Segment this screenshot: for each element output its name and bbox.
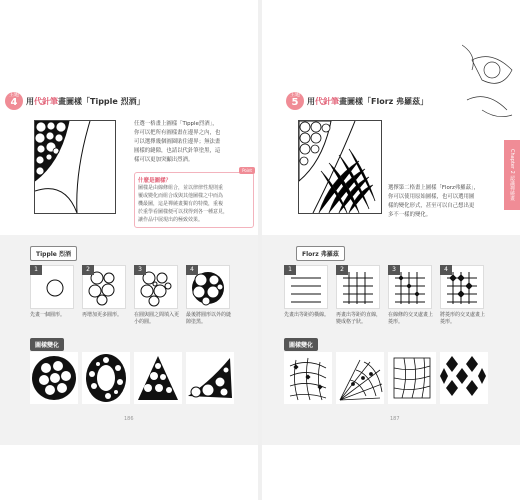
point-tag: Point xyxy=(239,167,255,174)
step-caption: 先畫一個圓形。 xyxy=(30,312,66,318)
left-page xyxy=(0,0,258,500)
note-line: 機最圖，這是禪繞畫獨有的特徵，重複 xyxy=(138,201,224,207)
topic-badge xyxy=(5,92,23,110)
step-caption: 先畫出等距的橫線。 xyxy=(284,312,330,318)
step-caption: 再增加更多圓形。 xyxy=(82,312,123,318)
page-title xyxy=(26,96,145,107)
step-number: 2 xyxy=(82,265,94,275)
step-number: 2 xyxy=(336,265,348,275)
body-text xyxy=(134,120,254,165)
variation-tile-1 xyxy=(30,352,78,404)
body-line: 選擇第二格畫上圖樣「Florz弗羅茲」， xyxy=(388,185,480,191)
step-caption: 最後將圓形以外的縫隙塗黑。 xyxy=(186,312,232,325)
body-line: 任選一格畫上圖樣「Tipple烈酒」， xyxy=(134,121,218,127)
decorative-doodle xyxy=(462,40,520,130)
step-caption: 再畫出等距的直線，變成格子狀。 xyxy=(336,312,382,325)
variation-tile-4 xyxy=(440,352,488,404)
step-caption: 在線條的交叉處畫上菱形。 xyxy=(388,312,434,325)
variation-tile-2 xyxy=(82,352,130,404)
body-line: 多不一樣的變化。 xyxy=(388,212,432,218)
step-caption: 將菱形的交叉處畫上菱形。 xyxy=(440,312,486,325)
florz-main-tile xyxy=(298,120,382,214)
note-line: 圖樣是由線條組合，並以律律性規則重 xyxy=(138,185,224,191)
note-line: 讓作品中展現出的極致效果。 xyxy=(138,217,204,223)
body-line: 你可以使用原始圖樣，也可以選用圖 xyxy=(388,194,475,200)
variation-tile-3 xyxy=(388,352,436,404)
variation-label: 圖樣變化 xyxy=(30,338,64,351)
badge-label: 主題 xyxy=(8,92,19,98)
step-number: 3 xyxy=(134,265,146,275)
step-number: 1 xyxy=(284,265,296,275)
page-number: 186 xyxy=(124,416,134,422)
variation-tile-3 xyxy=(134,352,182,404)
title-prefix: 用 xyxy=(307,97,315,106)
badge-number: 5 xyxy=(291,97,299,108)
section-label-florz: Florz 弗羅茲 xyxy=(296,246,345,261)
note-heading: 什麼是圖樣？ xyxy=(138,178,172,184)
tipple-main-tile xyxy=(34,120,116,214)
body-line: 可以選擇幾個圓圈貼住邊界；無法畫 xyxy=(134,139,221,145)
title-accent: 代針筆 xyxy=(315,97,339,106)
step-number: 3 xyxy=(388,265,400,275)
note-line: 覆或變化而組合成與其他圖樣之中而為 xyxy=(138,193,224,199)
page-number: 187 xyxy=(390,416,400,422)
badge-label: 主題 xyxy=(289,92,300,98)
step-number: 4 xyxy=(440,265,452,275)
title-accent: 代針筆 xyxy=(34,97,58,106)
title-suffix: 畫圖樣「Tipple 烈酒」 xyxy=(58,97,145,106)
variation-tile-4 xyxy=(186,352,234,404)
body-line: 樣可以更加突顯出烈酒。 xyxy=(134,157,194,163)
page-title xyxy=(307,96,428,107)
variation-label: 圖樣變化 xyxy=(284,338,318,351)
chapter-side-tab: Chapter 2 認識禪繞畫 xyxy=(504,140,520,210)
body-text xyxy=(388,184,508,220)
title-prefix: 用 xyxy=(26,97,34,106)
variation-tile-2 xyxy=(336,352,384,404)
right-page xyxy=(262,0,520,500)
body-line: 樣的變化形式，甚至可以自己想出更 xyxy=(388,203,475,209)
topic-badge xyxy=(286,92,304,110)
step-number: 4 xyxy=(186,265,198,275)
note-body xyxy=(138,184,250,224)
section-label-tipple: Tipple 烈酒 xyxy=(30,246,77,261)
body-line: 圓樣的縫隙，也請以代針筆塗黑，這 xyxy=(134,148,221,154)
badge-number: 4 xyxy=(10,97,18,108)
note-line: 於重學看圖樣便可以找得到各一種意見， xyxy=(138,209,229,215)
step-number: 1 xyxy=(30,265,42,275)
variation-tile-1 xyxy=(284,352,332,404)
point-note xyxy=(134,168,254,228)
step-caption: 在圓與圓之間填入更小的圓。 xyxy=(134,312,180,325)
body-line: 你可以把所有圓樣畫在邊界之內，也 xyxy=(134,130,221,136)
title-suffix: 畫圖樣「Florz 弗羅茲」 xyxy=(339,97,429,106)
